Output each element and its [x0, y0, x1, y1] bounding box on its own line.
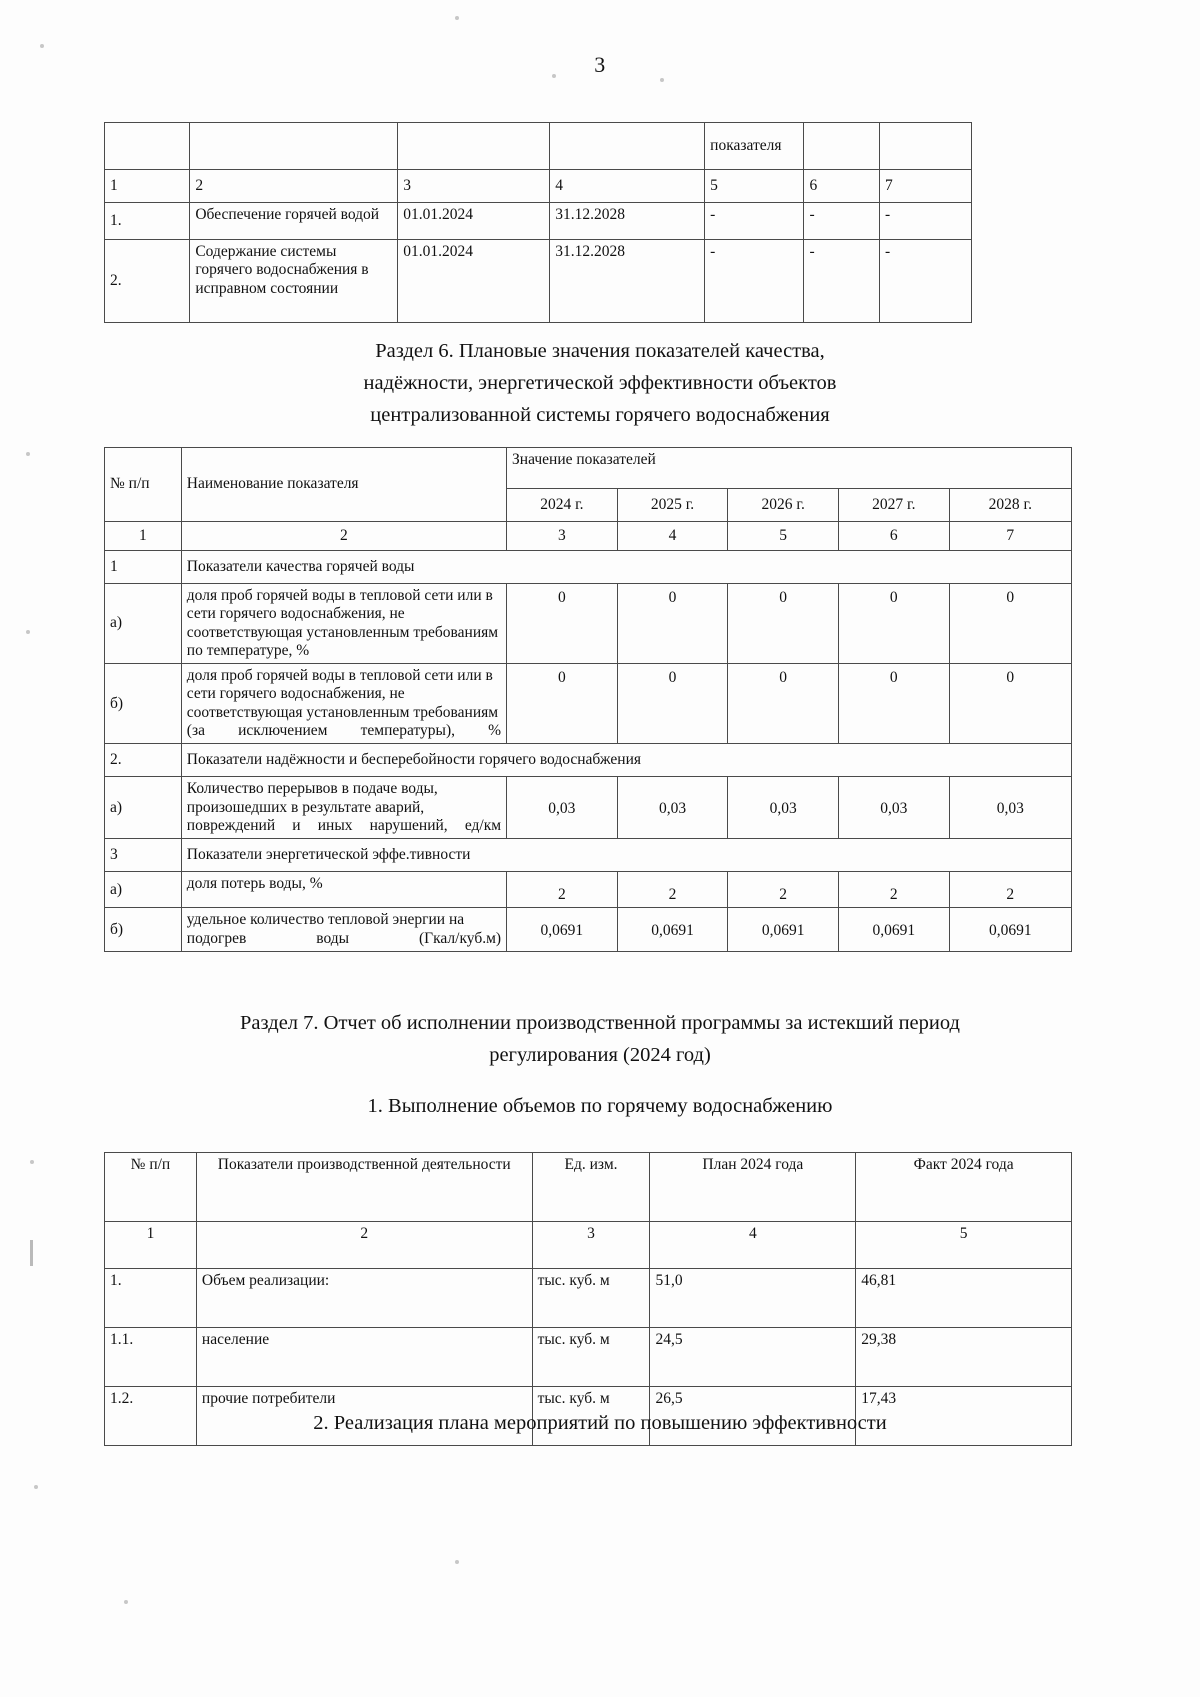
row-name: Показатели качества горячей воды [181, 551, 1071, 584]
col-number: 4 [550, 170, 705, 203]
col-number: 7 [949, 522, 1071, 551]
section-6-heading [0, 336, 1200, 431]
row-name: Содержание системы горячего водоснабжения в исправном состоянии [190, 240, 398, 323]
header-year-2025: 2025 г. [617, 489, 728, 522]
section-7-heading-line-1: Раздел 7. Отчет об исполнении производственной программы за истекший период [240, 1012, 960, 1034]
header-year-2024: 2024 г. [507, 489, 618, 522]
table-row [105, 1328, 1072, 1387]
row-number: а) [105, 584, 182, 664]
scan-speck [455, 16, 459, 20]
row-value-2026: 0 [728, 664, 839, 744]
header-col-np: № п/п [105, 1153, 197, 1222]
table-row-group [105, 551, 1072, 584]
row-value-2028: 0,03 [949, 777, 1071, 839]
header-col-np: № п/п [105, 448, 182, 522]
row-unit: тыс. куб. м [532, 1269, 650, 1328]
col-number: 4 [650, 1222, 856, 1269]
table-row-group [105, 744, 1072, 777]
section-6-heading-line-3: централизованной системы горячего водоснабжения [370, 403, 830, 426]
section-7-table [104, 1152, 1072, 1446]
table-header-row [105, 448, 1072, 489]
row-value-2025: 0 [617, 664, 728, 744]
row-value-2028: 0 [949, 664, 1071, 744]
table-row [105, 123, 972, 170]
row-name: население [196, 1328, 532, 1387]
header-col-indicators: Показатели производственной деятельности [196, 1153, 532, 1222]
header-year-2027: 2027 г. [838, 489, 949, 522]
row-number: а) [105, 777, 182, 839]
table-row [105, 908, 1072, 952]
row-value-2025: 0,0691 [617, 908, 728, 952]
row-value-6: - [804, 240, 880, 323]
scan-speck [660, 78, 664, 82]
row-plan: 26,5 [650, 1387, 856, 1446]
col-number: 5 [856, 1222, 1072, 1269]
row-value-2027: 0,0691 [838, 908, 949, 952]
header-year-2026: 2026 г. [728, 489, 839, 522]
row-number: 1.2. [105, 1387, 197, 1446]
row-value-2027: 0 [838, 584, 949, 664]
row-name: Показатели энергетической эффе.тивности [181, 839, 1071, 872]
col-number: 4 [617, 522, 728, 551]
row-date-to: 31.12.2028 [550, 203, 705, 240]
row-number: 1 [105, 551, 182, 584]
header-col-name: Наименование показателя [181, 448, 506, 522]
row-fact: 46,81 [856, 1269, 1072, 1328]
row-value-2026: 0 [728, 584, 839, 664]
row-value-2028: 0 [949, 584, 1071, 664]
row-name: Показатели надёжности и бесперебойности горячего водоснабжения [181, 744, 1071, 777]
row-value-2026: 0,0691 [728, 908, 839, 952]
row-value-2028: 2 [949, 872, 1071, 908]
row-date-from: 01.01.2024 [398, 240, 550, 323]
row-value-2027: 0,03 [838, 777, 949, 839]
row-value-2027: 2 [838, 872, 949, 908]
col-number: 2 [181, 522, 506, 551]
section-7-subsection-2-title: 2. Реализация плана мероприятий по повышению эффективности [313, 1412, 887, 1434]
row-value-7: - [880, 240, 972, 323]
col-number: 2 [190, 170, 398, 203]
scan-speck [124, 1600, 128, 1604]
row-number: б) [105, 664, 182, 744]
scan-edge-mark [30, 1240, 33, 1266]
row-value-5: - [705, 240, 804, 323]
section-7-heading-line-2: регулирования (2024 год) [489, 1043, 711, 1066]
table-row [105, 664, 1072, 744]
header-col-plan: План 2024 года [650, 1153, 856, 1222]
row-name: удельное количество тепловой энергии на подогрев воды (Гкал/куб.м) [181, 908, 506, 952]
row-plan: 51,0 [650, 1269, 856, 1328]
header-col-unit: Ед. изм. [532, 1153, 650, 1222]
row-value-6: - [804, 203, 880, 240]
row-value-7: - [880, 203, 972, 240]
row-name: доля проб горячей воды в тепловой сети или в сети горячего водоснабжения, не соответствующая установленным требованиям по температуре, % [181, 584, 506, 664]
row-number: б) [105, 908, 182, 952]
row-value-2024: 0 [507, 664, 618, 744]
col-number: 7 [880, 170, 972, 203]
col-number: 3 [507, 522, 618, 551]
col-number: 2 [196, 1222, 532, 1269]
cell-empty [880, 123, 972, 170]
table-row-column-numbers [105, 1222, 1072, 1269]
col-number: 6 [838, 522, 949, 551]
row-fact: 29,38 [856, 1328, 1072, 1387]
section-6-table [104, 447, 1072, 952]
row-plan: 24,5 [650, 1328, 856, 1387]
scan-speck [40, 44, 44, 48]
table-row [105, 1269, 1072, 1328]
table-row-column-numbers [105, 522, 1072, 551]
header-col-values: Значение показателей [507, 448, 1072, 489]
row-name: Обеспечение горячей водой [190, 203, 398, 240]
section-7-heading [0, 1008, 1200, 1072]
cell-partial-header: показателя [705, 123, 804, 170]
row-name: Объем реализации: [196, 1269, 532, 1328]
row-number: а) [105, 872, 182, 908]
col-number: 3 [532, 1222, 650, 1269]
row-value-2025: 0,03 [617, 777, 728, 839]
table-row [105, 240, 972, 323]
page-number: 3 [594, 52, 606, 77]
col-number: 6 [804, 170, 880, 203]
row-value-2026: 0,03 [728, 777, 839, 839]
col-number: 5 [705, 170, 804, 203]
row-unit: тыс. куб. м [532, 1328, 650, 1387]
scan-speck [30, 1160, 34, 1164]
section-6-table-wrapper [104, 447, 1072, 952]
continued-table [104, 122, 972, 323]
header-col-fact: Факт 2024 года [856, 1153, 1072, 1222]
row-value-5: - [705, 203, 804, 240]
row-number: 2. [105, 744, 182, 777]
row-name: Количество перерывов в подаче воды, произошедших в результате аварий, повреждений и иных нарушений, ед/км [181, 777, 506, 839]
table-row [105, 584, 1072, 664]
table-row [105, 872, 1072, 908]
row-number: 3 [105, 839, 182, 872]
col-number: 3 [398, 170, 550, 203]
scan-speck [455, 1560, 459, 1564]
continued-table-wrapper [104, 122, 972, 323]
row-number: 1. [105, 203, 190, 240]
table-header-row [105, 1153, 1072, 1222]
section-7-subsection-1-title: 1. Выполнение объемов по горячему водоснабжению [367, 1095, 833, 1117]
row-name: доля потерь воды, % [181, 872, 506, 908]
row-value-2027: 0 [838, 664, 949, 744]
col-number: 5 [728, 522, 839, 551]
scan-speck [34, 1485, 38, 1489]
row-name: доля проб горячей воды в тепловой сети или в сети горячего водоснабжения, не соответствующая установленным требованиям (за исключением температуры), % [181, 664, 506, 744]
cell-empty [550, 123, 705, 170]
row-number: 2. [105, 240, 190, 323]
row-value-2024: 0,03 [507, 777, 618, 839]
table-row [105, 777, 1072, 839]
cell-empty [804, 123, 880, 170]
row-date-from: 01.01.2024 [398, 203, 550, 240]
row-fact: 17,43 [856, 1387, 1072, 1446]
row-number: 1. [105, 1269, 197, 1328]
scan-speck [26, 452, 30, 456]
row-number: 1.1. [105, 1328, 197, 1387]
table-row-column-numbers [105, 170, 972, 203]
row-date-to: 31.12.2028 [550, 240, 705, 323]
row-value-2025: 2 [617, 872, 728, 908]
row-value-2025: 0 [617, 584, 728, 664]
row-value-2028: 0,0691 [949, 908, 1071, 952]
section-6-heading-line-1: Раздел 6. Плановые значения показателей качества, [375, 340, 825, 362]
row-unit: тыс. куб. м [532, 1387, 650, 1446]
cell-empty [190, 123, 398, 170]
table-row [105, 203, 972, 240]
col-number: 1 [105, 1222, 197, 1269]
col-number: 1 [105, 170, 190, 203]
cell-empty [105, 123, 190, 170]
row-value-2024: 0,0691 [507, 908, 618, 952]
row-value-2026: 2 [728, 872, 839, 908]
row-value-2024: 0 [507, 584, 618, 664]
header-year-2028: 2028 г. [949, 489, 1071, 522]
row-value-2024: 2 [507, 872, 618, 908]
scan-speck [26, 630, 30, 634]
section-6-heading-line-2: надёжности, энергетической эффективности объектов [363, 371, 837, 394]
row-name: прочие потребители [196, 1387, 532, 1446]
section-7-table-wrapper [104, 1152, 1072, 1446]
cell-empty [398, 123, 550, 170]
table-row-group [105, 839, 1072, 872]
col-number: 1 [105, 522, 182, 551]
